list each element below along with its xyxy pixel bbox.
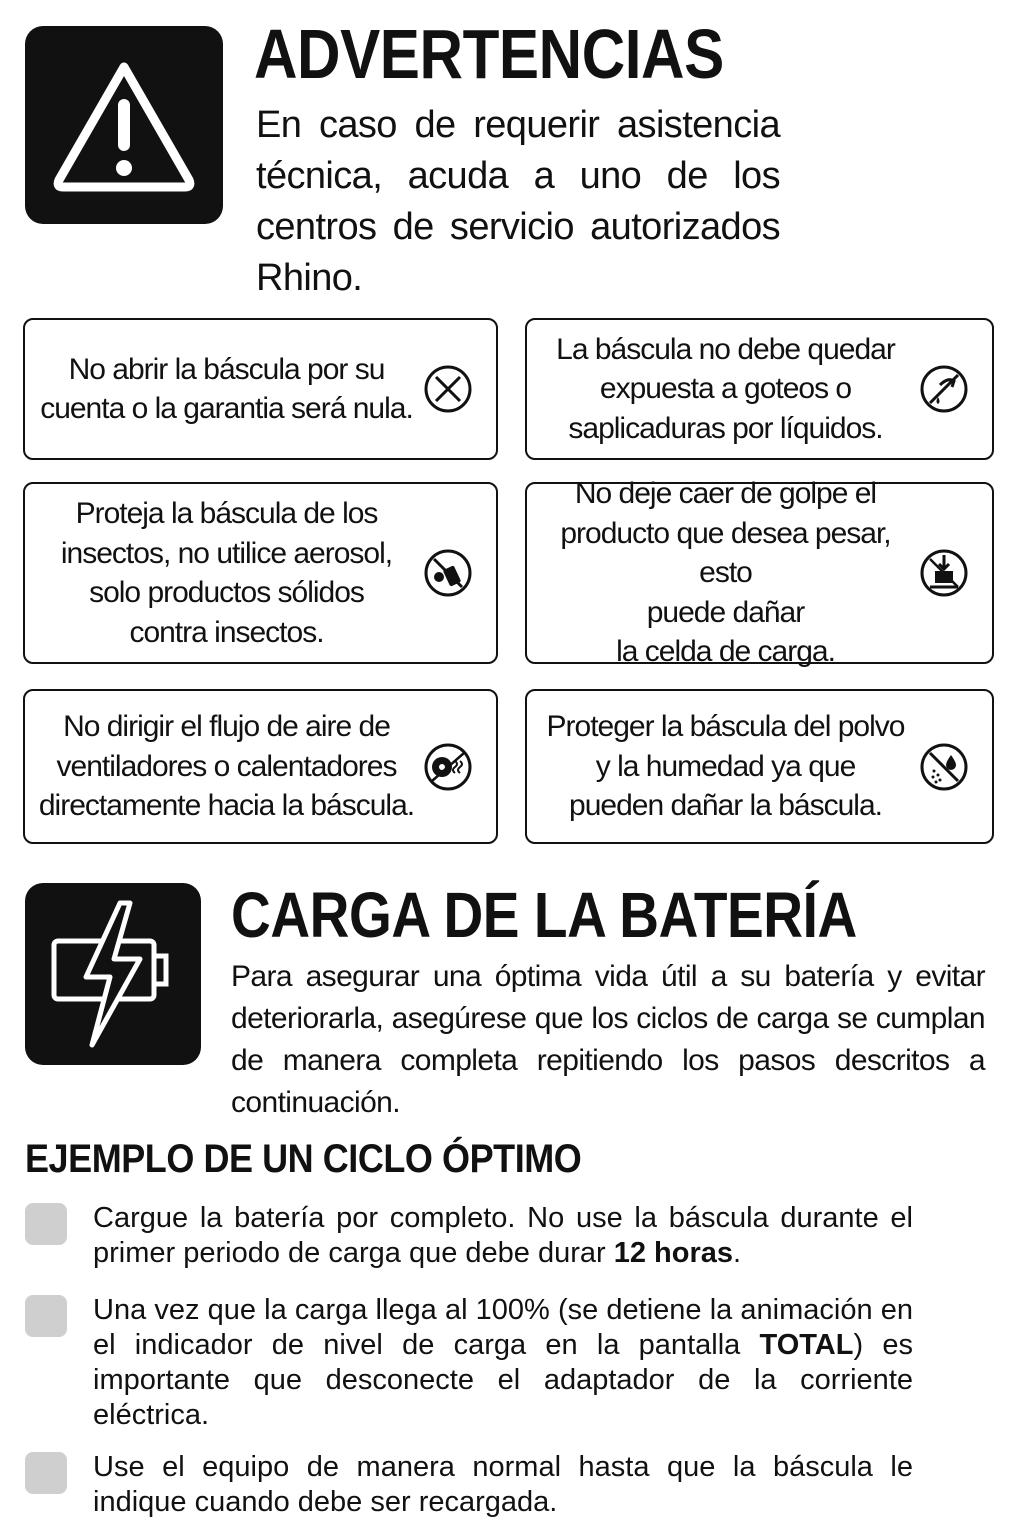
no-dust-humidity-icon <box>916 739 972 795</box>
warning-card <box>525 689 994 844</box>
warning-card <box>23 482 498 664</box>
warning-card <box>23 689 498 844</box>
warning-card-text: No abrir la báscula por su cuenta o la garantia será nula. <box>40 352 413 425</box>
warning-card-text: La báscula no debe quedar expuesta a goteos o saplicaduras por líquidos. <box>556 332 895 445</box>
step-item <box>25 1201 915 1271</box>
battery-title: CARGA DE LA BATERÍA <box>231 879 857 951</box>
step-text <box>93 1450 913 1520</box>
step-text-part: Una vez que la carga llega al 100% (se detiene la animación en el indicador de nivel de carga en la pantalla <box>93 1294 913 1361</box>
step-item <box>25 1450 915 1520</box>
no-open-icon <box>420 361 476 417</box>
warning-card <box>525 477 994 669</box>
step-text-part: Use el equipo de manera normal hasta que la báscula le indique cuando debe ser recargada. <box>93 1451 913 1518</box>
step-text-part: . <box>733 1237 742 1269</box>
step-item <box>25 1293 915 1433</box>
warning-card <box>23 318 498 460</box>
warning-card-text: Proteja la báscula de los insectos, no utilice aerosol, solo productos sólidos contra insectos. <box>60 497 393 649</box>
warning-card-text: No deje caer de golpe el producto que desea pesar, esto puede dañar la celda de carga. <box>560 477 891 669</box>
warning-card-text: No dirigir el flujo de aire de ventiladores o calentadores directamente hacia la báscula. <box>38 710 415 823</box>
step-marker <box>25 1203 67 1245</box>
warning-card-text: Proteger la báscula del polvo y la humedad ya que pueden dañar la báscula. <box>546 710 905 823</box>
warning-triangle-icon <box>25 26 223 224</box>
step-marker <box>25 1295 67 1337</box>
step-text <box>93 1293 913 1433</box>
step-text <box>93 1201 913 1271</box>
warning-card <box>525 318 994 460</box>
step-text-part: Cargue la batería por completo. No use la báscula durante el primer periodo de carga que debe durar <box>93 1202 913 1269</box>
no-aerosol-icon <box>420 545 476 601</box>
warnings-title: ADVERTENCIAS <box>254 15 724 93</box>
battery-lead: Para asegurar una óptima vida útil a su batería y evitar deteriorarla, asegúrese que los ciclos de carga se cumplan de manera completa repitiendo los pasos descritos a continuación. <box>231 960 985 1119</box>
no-liquids-icon <box>916 361 972 417</box>
no-drop-icon <box>916 545 972 601</box>
battery-charging-icon <box>25 883 201 1065</box>
example-heading: EJEMPLO DE UN CICLO ÓPTIMO <box>25 1137 582 1181</box>
warnings-lead: En caso de requerir asistencia técnica, acuda a uno de los centros de servicio autorizados Rhino. <box>256 104 780 299</box>
step-text-bold: TOTAL <box>759 1329 854 1361</box>
step-marker <box>25 1452 67 1494</box>
step-text-bold: 12 horas <box>613 1237 734 1269</box>
no-fan-icon <box>420 739 476 795</box>
step-text-part: ) es importante que desconecte el adaptador de la corriente eléctrica. <box>93 1329 913 1431</box>
